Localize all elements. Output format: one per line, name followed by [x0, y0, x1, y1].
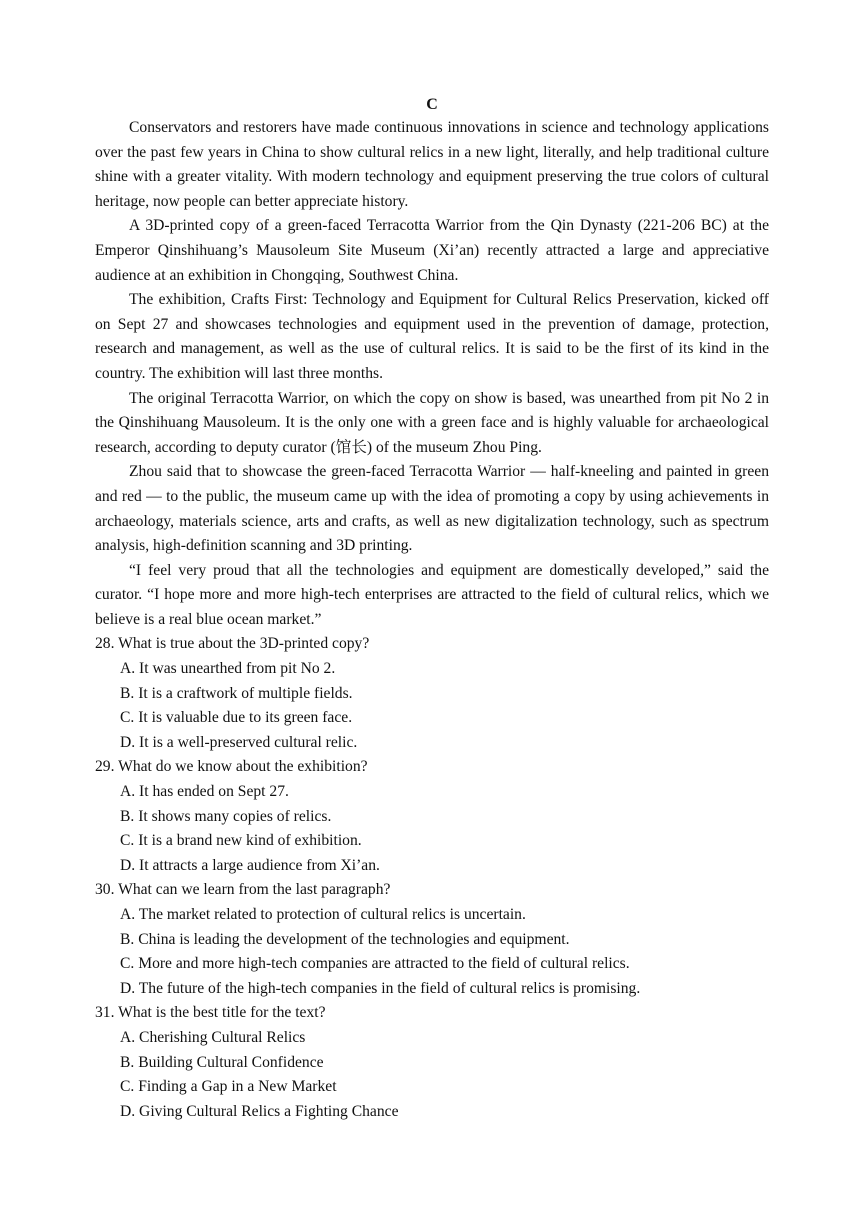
question-stem: 31. What is the best title for the text? — [95, 1004, 326, 1022]
option-c: C. More and more high-tech companies are attracted to the field of cultural relics. — [120, 955, 630, 973]
option-list — [95, 1026, 769, 1124]
option-list — [95, 780, 769, 878]
question-stem: 30. What can we learn from the last paragraph? — [95, 881, 391, 899]
option-a: A. It was unearthed from pit No 2. — [120, 660, 336, 678]
passage-body — [95, 116, 769, 632]
passage-paragraph: Zhou said that to showcase the green-faced Terracotta Warrior — half-kneeling and painted in green and red — to the public, the museum came up with the idea of promoting a copy by using achievements in archaeology, materials science, arts and crafts, as well as new digitalization technology, such as spectrum analysis, high-definition scanning and 3D printing. — [95, 463, 769, 555]
option-a: A. Cherishing Cultural Relics — [120, 1028, 306, 1046]
question-30 — [95, 878, 769, 1001]
question-28 — [95, 632, 769, 755]
option-b: B. Building Cultural Confidence — [120, 1053, 324, 1071]
option-d: D. It is a well-preserved cultural relic. — [120, 733, 358, 751]
option-list — [95, 657, 769, 755]
section-title: C — [426, 96, 438, 113]
passage-paragraph: Conservators and restorers have made continuous innovations in science and technology applications over the past few years in China to show cultural relics in a new light, literally, and help traditional culture shine with a greater vitality. With modern technology and equipment preserving the true colors of cultural heritage, now people can better appreciate history. — [95, 119, 769, 210]
option-d: D. The future of the high-tech companies in the field of cultural relics is promising. — [120, 979, 641, 997]
document-page — [95, 94, 769, 1124]
option-a: A. It has ended on Sept 27. — [120, 783, 289, 801]
option-a: A. The market related to protection of cultural relics is uncertain. — [120, 906, 526, 923]
option-b: B. China is leading the development of the technologies and equipment. — [120, 930, 570, 948]
option-b: B. It is a craftwork of multiple fields. — [120, 684, 353, 702]
question-stem: 29. What do we know about the exhibition? — [95, 758, 368, 776]
passage-paragraph: The original Terracotta Warrior, on which the copy on show is based, was unearthed from pit No 2 in the Qinshihuang Mausoleum. It is the only one with a green face and is highly valuable for archaeological research, according to deputy curator (馆长) of the museum Zhou Ping. — [95, 389, 769, 456]
passage-paragraph: “I feel very proud that all the technologies and equipment are domestically developed,” said the curator. “I hope more and more high-tech enterprises are attracted to the field of cultural relics, which we believe is a real blue ocean market.” — [95, 561, 769, 628]
option-d: D. Giving Cultural Relics a Fighting Chance — [120, 1102, 399, 1120]
option-c: C. It is valuable due to its green face. — [120, 709, 353, 727]
passage-paragraph: The exhibition, Crafts First: Technology and Equipment for Cultural Relics Preservation, kicked off on Sept 27 and showcases technologies and equipment used in the prevention of damage, protection, research and management, as well as the use of cultural relics. It is said to be the first of its kind in the country. The exhibition will last three months. — [95, 291, 769, 382]
option-c: C. It is a brand new kind of exhibition. — [120, 832, 362, 850]
option-list — [95, 903, 769, 1001]
question-stem: 28. What is true about the 3D-printed copy? — [95, 635, 370, 653]
option-d: D. It attracts a large audience from Xi’an. — [120, 856, 380, 874]
passage-paragraph: A 3D-printed copy of a green-faced Terracotta Warrior from the Qin Dynasty (221-206 BC) at the Emperor Qinshihuang’s Mausoleum Site Museum (Xi’an) recently attracted a large and appreciative audience at an exhibition in Chongqing, Southwest China. — [95, 217, 769, 284]
question-list — [95, 632, 769, 1124]
question-29 — [95, 755, 769, 878]
question-31 — [95, 1001, 769, 1124]
option-b: B. It shows many copies of relics. — [120, 807, 332, 825]
option-c: C. Finding a Gap in a New Market — [120, 1078, 337, 1096]
